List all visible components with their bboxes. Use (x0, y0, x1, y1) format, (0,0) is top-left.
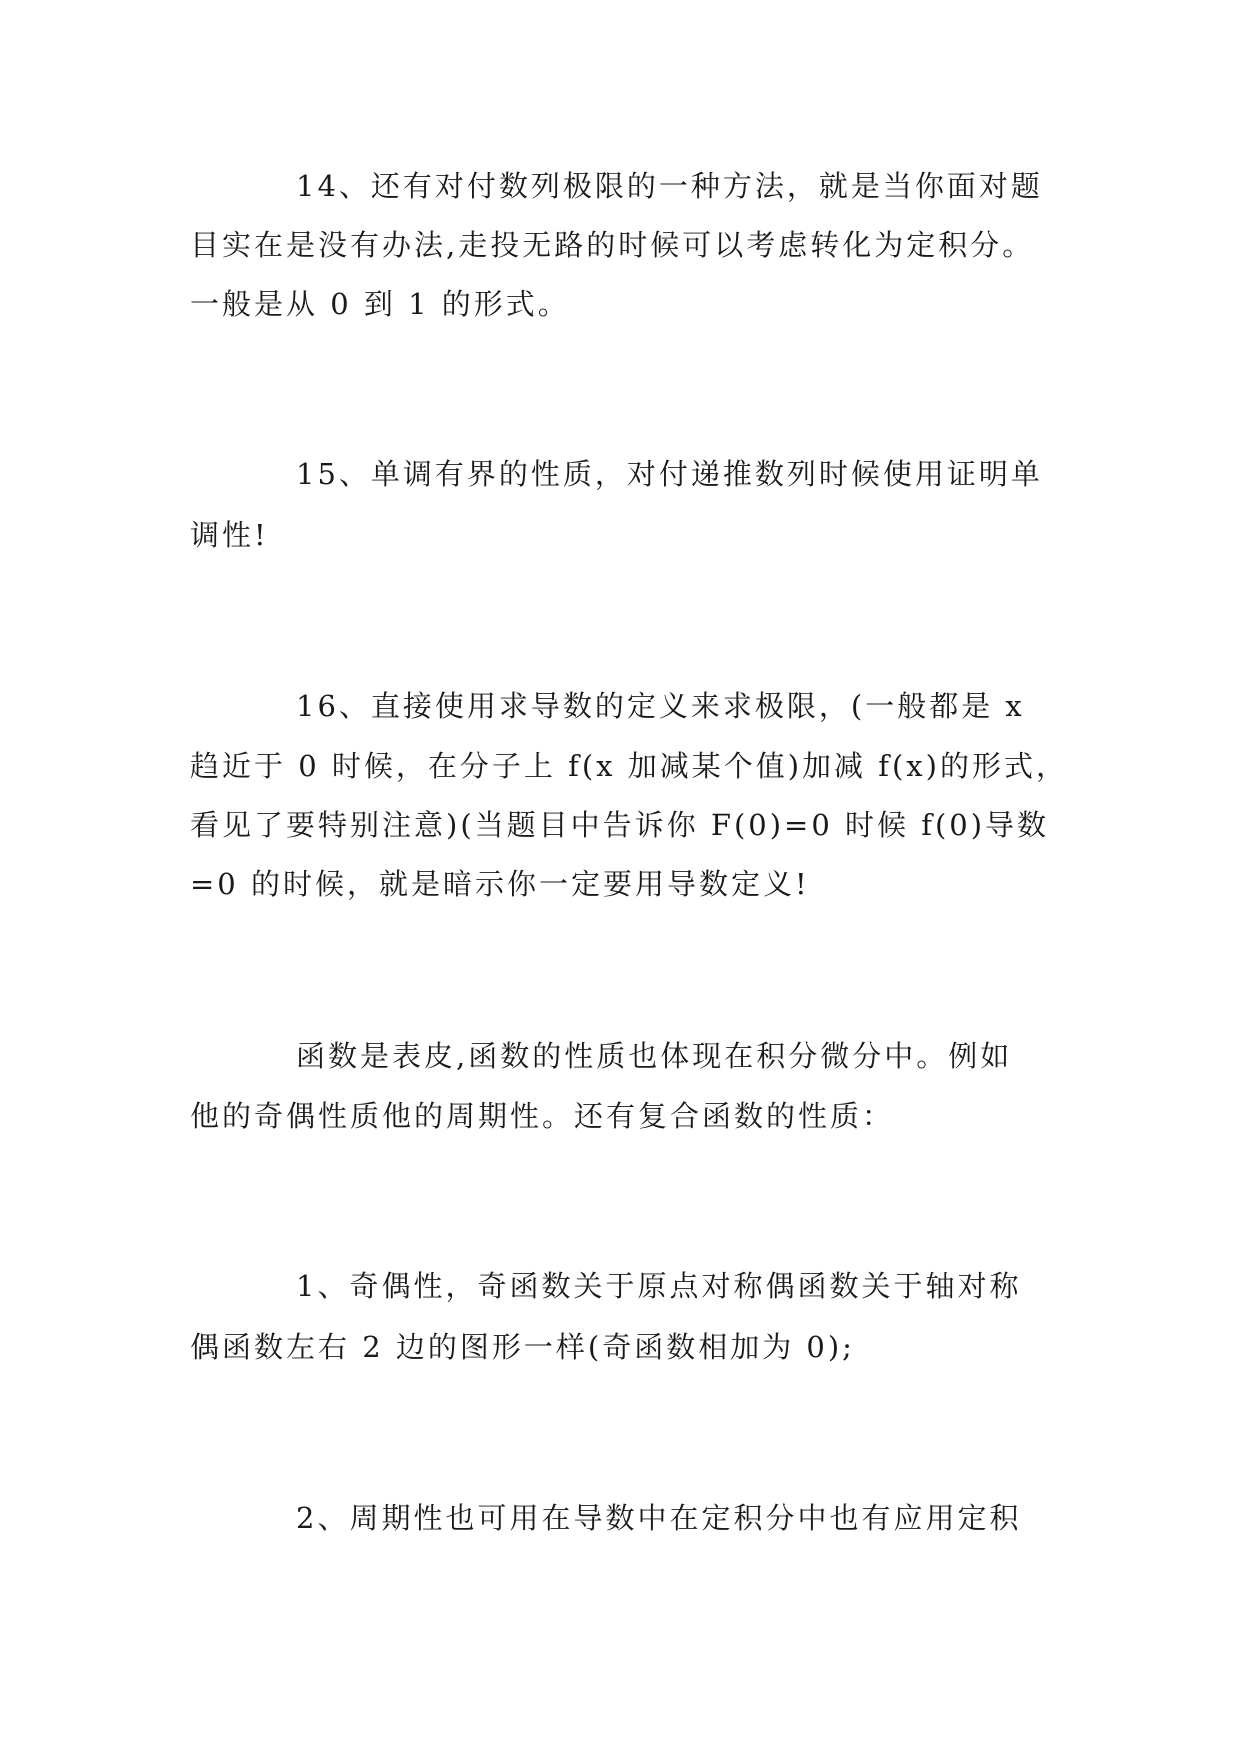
item-2-line-1: 2、周期性也可用在导数中在定积分中也有应用定积 (296, 1501, 1022, 1535)
paragraph-16-line-3: 看见了要特别注意)(当题目中告诉你 F(0)=0 时候 f(0)导数 (190, 808, 1050, 842)
paragraph-14-line-2: 目实在是没有办法,走投无路的时候可以考虑转化为定积分。 (190, 228, 1035, 262)
paragraph-15-line-1: 15、单调有界的性质，对付递推数列时候使用证明单 (296, 457, 1043, 491)
paragraph-16-line-4: =0 的时候，就是暗示你一定要用导数定义! (190, 867, 810, 901)
paragraph-15-line-2: 调性! (190, 518, 269, 552)
paragraph-16-line-2: 趋近于 0 时候，在分子上 f(x 加减某个值)加减 f(x)的形式， (190, 749, 1068, 783)
paragraph-16-line-1: 16、直接使用求导数的定义来求极限，(一般都是 x (296, 689, 1025, 723)
paragraph-functions-line-2: 他的奇偶性质他的周期性。还有复合函数的性质： (190, 1099, 895, 1133)
paragraph-14-line-3: 一般是从 0 到 1 的形式。 (190, 287, 570, 321)
paragraph-functions-line-1: 函数是表皮,函数的性质也体现在积分微分中。例如 (296, 1039, 1013, 1073)
item-1-line-1: 1、奇偶性，奇函数关于原点对称偶函数关于轴对称 (296, 1269, 1022, 1303)
paragraph-14-line-1: 14、还有对付数列极限的一种方法，就是当你面对题 (296, 169, 1043, 203)
item-1-line-2: 偶函数左右 2 边的图形一样(奇函数相加为 0); (190, 1330, 855, 1364)
